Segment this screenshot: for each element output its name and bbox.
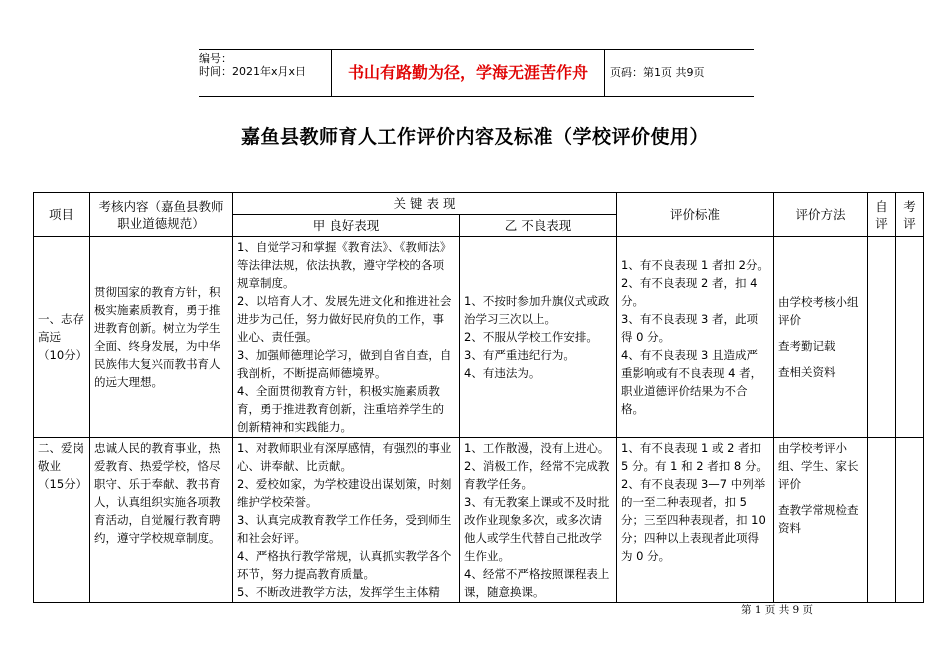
row-item: 二、爱岗敬业（15分） [34, 438, 90, 603]
self-eval-cell[interactable] [868, 438, 896, 603]
header-motto: 书山有路勤为径，学海无涯苦作舟 [331, 50, 605, 96]
col-header-key-performance: 关 键 表 现 [233, 193, 617, 215]
col-header-content: 考核内容（嘉鱼县教师职业道德规范） [90, 193, 233, 237]
page-header [199, 49, 754, 97]
row-good-performance: 1、对教师职业有深厚感情，有强烈的事业心、讲奉献、比贡献。 2、爱校如家，为学校建设出谋划策，时刻维护学校荣誉。 3、认真完成教育教学工作任务，受到师生和社会好评。 4、严格执行教学常规，认真抓实教学各个环节，努力提高教育质量。 5、不断改进教学方法，发挥学生主体精 [233, 438, 460, 603]
self-eval-cell[interactable] [868, 237, 896, 438]
method-item: 查相关资料 [778, 365, 836, 379]
col-header-item: 项目 [34, 193, 90, 237]
col-header-standard: 评价标准 [617, 193, 774, 237]
document-title: 嘉鱼县教师育人工作评价内容及标准（学校评价使用） [240, 126, 709, 148]
method-item: 由学校考评小组、学生、家长评价 [778, 441, 859, 491]
row-method [774, 438, 868, 603]
method-item: 由学校考核小组评价 [778, 295, 859, 327]
row-bad-performance: 1、不按时参加升旗仪式或政治学习三次以上。 2、不服从学校工作安排。 3、有严重违纪行为。 4、有违法为。 [460, 237, 617, 438]
row-content: 贯彻国家的教育方针，积极实施素质教育，勇于推进教育创新。树立为学生全面、终身发展，为中华民族伟大复兴而教书育人的远大理想。 [90, 237, 233, 438]
page-footer: 第 1 页 共 9 页 [741, 604, 814, 616]
row-method [774, 237, 868, 438]
table-row [34, 438, 924, 603]
mutual-eval-cell[interactable] [896, 237, 924, 438]
header-meta [199, 50, 331, 98]
col-header-method: 评价方法 [774, 193, 868, 237]
method-item: 查考勤记载 [778, 339, 836, 353]
row-standard: 1、有不良表现 1 者扣 2分。 2、有不良表现 2 者，扣 4分。 3、有不良表现 3 者，此项得 0 分。 4、有不良表现 3 且造成严重影响或有不良表现 4 者，职业道德评价结果为不合格。 [617, 237, 774, 438]
document-date: 时间：2021年x月x日 [199, 65, 307, 78]
table-row [34, 237, 924, 438]
document-number-label: 编号： [199, 52, 232, 65]
mutual-eval-cell[interactable] [896, 438, 924, 603]
row-content: 忠诚人民的教育事业，热爱教育、热爱学校，恪尽职守、乐于奉献、教书育人，认真组织实施各项教育活动，自觉履行教育聘约，遵守学校规章制度。 [90, 438, 233, 603]
col-header-self-eval: 自评 [868, 193, 896, 237]
col-header-good: 甲 良好表现 [233, 215, 460, 237]
row-item: 一、志存高远（10分） [34, 237, 90, 438]
col-header-bad: 乙 不良表现 [460, 215, 617, 237]
header-row [34, 193, 924, 215]
header-page-number: 页码：第1页 共9页 [610, 66, 705, 79]
evaluation-table [33, 192, 924, 603]
row-standard: 1、有不良表现 1 或 2 者扣 5 分。有 1 和 2 者扣 8 分。 2、有不良表现 3—7 中列举的一至二种表现者，扣 5 分；三至四种表现者，扣 10 分；四种以上表现者此项得为 0 分。 [617, 438, 774, 603]
row-bad-performance: 1、工作散漫，没有上进心。 2、消极工作，经常不完成教育教学任务。 3、有无教案上课或不及时批改作业现象多次，或多次请他人或学生代替自己批改学生作业。 4、经常不严格按照课程表上课，随意换课。 [460, 438, 617, 603]
row-good-performance: 1、自觉学习和掌握《教育法》、《教师法》等法律法规，依法执教，遵守学校的各项规章制度。 2、以培育人才、发展先进文化和推进社会进步为己任，努力做好民府负的工作，事业心、责任强。 3、加强师德理论学习，做到自省自查，自我剖析，不断提高师德境界。 4、全面贯彻教育方针，积极实施素质教育，勇于推进教育创新，注重培养学生的创新精神和实践能力。 [233, 237, 460, 438]
col-header-mutual-eval: 考评 [896, 193, 924, 237]
method-item: 查教学常规检查资料 [778, 503, 859, 535]
